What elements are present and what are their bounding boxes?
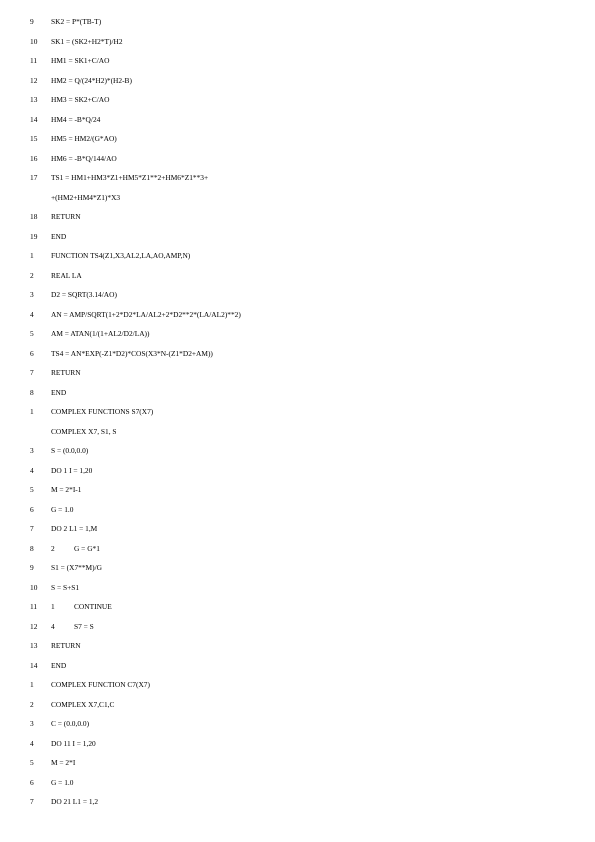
code-text: RETURN (51, 212, 81, 221)
code-line (0, 112, 595, 128)
code-line (0, 326, 595, 342)
code-line (0, 716, 595, 732)
code-text: END (51, 231, 67, 241)
code-text: TS1 = HM1+HM3*Z1+HM5*Z1**2+HM6*Z1**3+ (51, 173, 209, 182)
code-text: END (51, 387, 67, 397)
line-number: 7 (30, 524, 34, 533)
code-line (0, 560, 595, 576)
code-text: HM2 = Q/(24*H2)*(H2-B) (51, 75, 132, 85)
code-text: HM5 = HM2/(G*AO) (51, 134, 117, 143)
line-number: 3 (30, 290, 34, 299)
line-number: 1 (30, 680, 34, 689)
code-line (0, 209, 595, 225)
statement-label: 1 (51, 602, 55, 611)
code-text: S7 = S (74, 621, 94, 631)
code-line (0, 697, 595, 713)
line-number: 17 (30, 173, 38, 182)
code-line (0, 346, 595, 362)
line-number: 4 (30, 738, 34, 748)
line-number: 1 (30, 407, 34, 416)
code-text: AM = ATAN(1/(1+AL2/D2/LA)) (51, 329, 150, 338)
code-text: HM4 = -B*Q/24 (51, 114, 101, 124)
code-text: COMPLEX FUNCTIONS S7(X7) (51, 407, 154, 416)
code-line (0, 619, 595, 635)
code-line (0, 268, 595, 284)
code-line (0, 521, 595, 537)
line-number: 16 (30, 153, 38, 163)
code-line (0, 599, 595, 615)
code-line (0, 404, 595, 420)
code-text: TS4 = AN*EXP(-Z1*D2)*COS(X3*N-(Z1*D2+AM)) (51, 348, 213, 358)
line-number: 13 (30, 95, 38, 104)
line-number: 7 (30, 797, 34, 806)
code-line (0, 307, 595, 323)
code-line (0, 73, 595, 89)
code-text: S = (0.0,0.0) (51, 446, 89, 455)
line-number: 5 (30, 758, 34, 767)
code-text: G = 1.0 (51, 777, 74, 787)
line-number: 14 (30, 660, 38, 670)
line-number: 3 (30, 446, 34, 455)
line-number: 2 (30, 699, 34, 709)
line-number: 5 (30, 329, 34, 338)
code-line (0, 638, 595, 654)
line-number: 12 (30, 75, 38, 85)
code-line (0, 482, 595, 498)
code-line (0, 287, 595, 303)
code-text: S = S+S1 (51, 582, 80, 592)
code-line (0, 794, 595, 810)
code-text: COMPLEX FUNCTION C7(X7) (51, 680, 150, 689)
code-line (0, 580, 595, 596)
line-number: 6 (30, 504, 34, 514)
code-text: M = 2*I (51, 758, 76, 767)
code-line (0, 92, 595, 108)
code-text: RETURN (51, 368, 81, 377)
line-number: 11 (30, 602, 38, 611)
code-text: C = (0.0,0.0) (51, 719, 90, 728)
line-number: 5 (30, 485, 34, 494)
line-number: 9 (30, 563, 34, 572)
code-text: D2 = SQRT(3.14/AO) (51, 290, 117, 299)
line-number: 19 (30, 231, 38, 241)
line-number: 14 (30, 114, 38, 124)
code-line (0, 53, 595, 69)
line-number: 2 (30, 270, 34, 280)
line-number: 8 (30, 387, 34, 397)
code-text: M = 2*I-1 (51, 485, 82, 494)
line-number: 15 (30, 134, 38, 143)
code-text: DO 2 L1 = 1,M (51, 524, 98, 533)
code-line (0, 736, 595, 752)
statement-label: 2 (51, 543, 55, 553)
line-number: 7 (30, 368, 34, 377)
code-line (0, 424, 595, 440)
code-text: HM6 = -B*Q/144/AO (51, 153, 117, 163)
code-text: FUNCTION TS4(Z1,X3,AL2,LA,AO,AMP,N) (51, 251, 191, 260)
code-line (0, 170, 595, 186)
code-line (0, 775, 595, 791)
line-number: 10 (30, 36, 38, 46)
code-text: DO 1 I = 1,20 (51, 465, 93, 475)
code-text: COMPLEX X7, S1, S (51, 426, 117, 436)
line-number: 11 (30, 56, 38, 65)
code-text: END (51, 660, 67, 670)
code-text: DO 11 I = 1,20 (51, 738, 96, 748)
line-number: 6 (30, 348, 34, 358)
line-number: 4 (30, 465, 34, 475)
code-text: CONTINUE (74, 602, 112, 611)
code-text: DO 21 L1 = 1,2 (51, 797, 99, 806)
code-line (0, 229, 595, 245)
statement-label: 4 (51, 621, 55, 631)
code-text: RETURN (51, 641, 81, 650)
code-line (0, 190, 595, 206)
code-line (0, 658, 595, 674)
code-text: S1 = (X7**M)/G (51, 563, 102, 572)
line-number: 12 (30, 621, 38, 631)
code-line (0, 151, 595, 167)
line-number: 10 (30, 582, 38, 592)
code-line (0, 502, 595, 518)
code-text: REAL LA (51, 270, 82, 280)
code-text: G = G*1 (74, 543, 100, 553)
code-text: COMPLEX X7,C1,C (51, 699, 115, 709)
code-text: G = 1.0 (51, 504, 74, 514)
code-line (0, 131, 595, 147)
line-number: 9 (30, 17, 34, 26)
code-text: HM1 = SK1+C/AO (51, 56, 110, 65)
code-line (0, 385, 595, 401)
code-line (0, 541, 595, 557)
code-line (0, 755, 595, 771)
line-number: 3 (30, 719, 34, 728)
code-text: SK1 = (SK2+H2*T)/H2 (51, 36, 123, 46)
code-line (0, 14, 595, 30)
code-line (0, 463, 595, 479)
code-text: SK2 = P*(TB-T) (51, 17, 102, 26)
line-number: 1 (30, 251, 34, 260)
line-number: 8 (30, 543, 34, 553)
code-line (0, 248, 595, 264)
line-number: 4 (30, 309, 34, 319)
code-text: AN = AMP/SQRT(1+2*D2*LA/AL2+2*D2**2*(LA/AL2)**2) (51, 309, 241, 319)
code-text: +(HM2+HM4*Z1)*X3 (51, 192, 121, 202)
code-text: HM3 = SK2+C/AO (51, 95, 110, 104)
line-number: 13 (30, 641, 38, 650)
code-line (0, 365, 595, 381)
code-line (0, 34, 595, 50)
line-number: 6 (30, 777, 34, 787)
code-line (0, 677, 595, 693)
code-line (0, 443, 595, 459)
line-number: 18 (30, 212, 38, 221)
